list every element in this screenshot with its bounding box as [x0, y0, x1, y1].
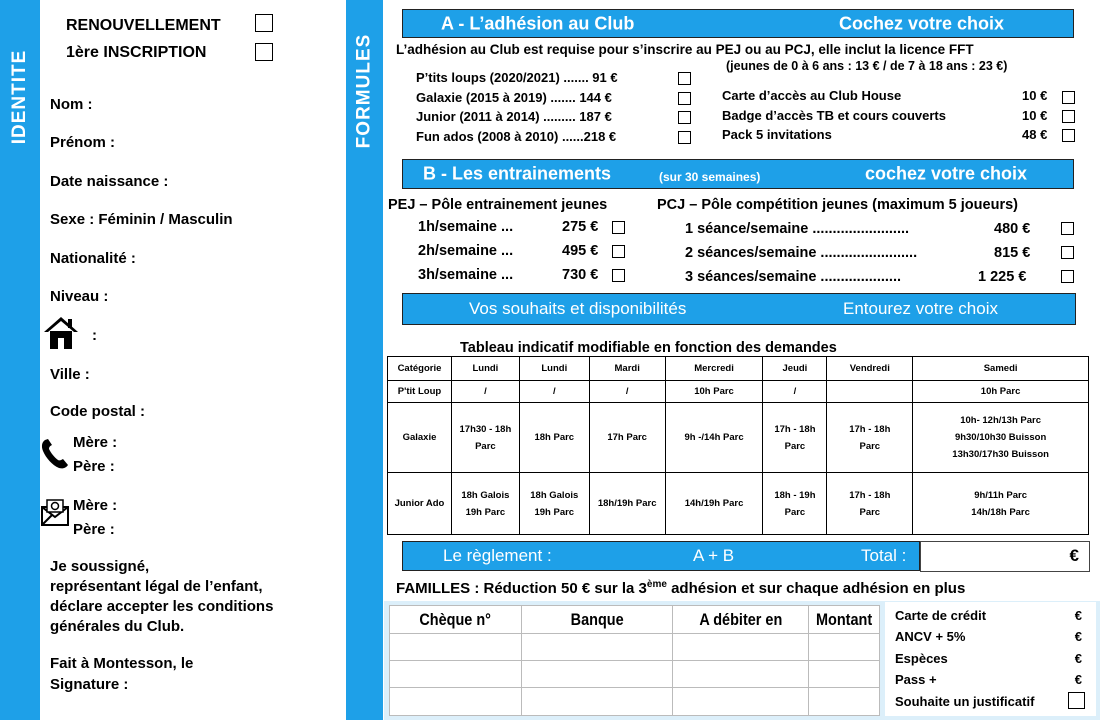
method-cash[interactable]: Espèces €: [895, 651, 1082, 666]
schedule-cell: Junior Ado: [388, 473, 452, 535]
schedule-cell: 18h Galois 19h Parc: [519, 473, 589, 535]
wishes-title: Vos souhaits et disponibilités: [469, 299, 687, 318]
schedule-header-cell: Mardi: [589, 357, 665, 381]
schedule-cell: /: [451, 381, 519, 403]
pcj-1-label: 1 séance/semaine ........................: [685, 221, 910, 237]
phone-icon: [40, 438, 70, 470]
schedule-header-cell: Mercredi: [665, 357, 763, 381]
schedule-header-cell: Lundi: [451, 357, 519, 381]
membership-ptits-loups-checkbox[interactable]: [678, 72, 691, 85]
schedule-cell: 18h - 19h Parc: [763, 473, 827, 535]
schedule-table: [387, 356, 1089, 535]
option-club-house-label: Carte d’accès au Club House: [722, 88, 902, 103]
cheque-col-number: Chèque n°: [390, 606, 522, 634]
declaration-line-1: Je soussigné,: [50, 558, 150, 575]
pcj-3-price: 1 225 €: [978, 269, 1027, 285]
pcj-2-price: 815 €: [994, 245, 1031, 261]
payment-label: Le règlement :: [443, 546, 552, 565]
schedule-cell: 18h Parc: [519, 403, 589, 473]
schedule-cell: 10h Parc: [665, 381, 763, 403]
mail-pere-label: Père :: [73, 521, 115, 538]
section-b-choice: cochez votre choix: [865, 163, 1028, 184]
schedule-header-row: [388, 357, 1089, 381]
formules-title: FORMULES: [353, 33, 375, 149]
renewal-checkbox[interactable]: [255, 14, 273, 32]
pcj-2-label: 2 séances/semaine ........................: [685, 245, 918, 261]
schedule-header-cell: Lundi: [519, 357, 589, 381]
option-invitations-label: Pack 5 invitations: [722, 127, 832, 142]
schedule-cell: P'tit Loup: [388, 381, 452, 403]
schedule-header-cell: Samedi: [913, 357, 1089, 381]
pcj-3-checkbox[interactable]: [1061, 270, 1074, 283]
section-b-subtitle: (sur 30 semaines): [659, 169, 761, 184]
schedule-header-cell: Jeudi: [763, 357, 827, 381]
declaration-line-4: générales du Club.: [50, 618, 185, 635]
cheque-table: [389, 605, 880, 716]
method-credit-card[interactable]: Carte de crédit €: [895, 608, 1082, 623]
formules-sidebar: [346, 0, 383, 720]
membership-fun-ados: Fun ados (2008 à 2010) ......218 €: [416, 129, 617, 144]
niveau-label: Niveau :: [50, 288, 109, 305]
identite-title: IDENTITE: [9, 49, 30, 145]
total-field[interactable]: [920, 541, 1090, 572]
home-icon: [43, 316, 79, 350]
adresse-label: :: [92, 327, 97, 344]
schedule-cell: 17h - 18h Parc: [827, 403, 913, 473]
date-naissance-label: Date naissance :: [50, 173, 169, 190]
receipt-checkbox[interactable]: [1068, 692, 1085, 709]
schedule-header-cell: Vendredi: [827, 357, 913, 381]
schedule-cell: Galaxie: [388, 403, 452, 473]
schedule-cell: /: [519, 381, 589, 403]
schedule-cell: 14h/19h Parc: [665, 473, 763, 535]
pej-1h-price: 275 €: [562, 219, 599, 235]
cheque-col-bank: Banque: [521, 606, 673, 634]
families-text: FAMILLES : Réduction 50 € sur la 3: [396, 580, 647, 597]
schedule-row-galaxie: [388, 403, 1089, 473]
option-badge-price: 10 €: [1022, 108, 1048, 123]
pcj-1-price: 480 €: [994, 221, 1031, 237]
declaration-line-3: déclare accepter les conditions: [50, 598, 274, 615]
receipt-request: Souhaite un justificatif: [895, 694, 1035, 709]
declaration-line-2: représentant légal de l’enfant,: [50, 578, 263, 595]
pej-2h-label: 2h/semaine ...: [418, 243, 514, 259]
mail-icon: [40, 497, 70, 527]
wishes-header: [402, 293, 1076, 325]
schedule-cell: 9h/11h Parc 14h/18h Parc: [913, 473, 1089, 535]
first-registration-checkbox[interactable]: [255, 43, 273, 61]
tel-pere-label: Père :: [73, 458, 115, 475]
schedule-cell: 17h Parc: [589, 403, 665, 473]
schedule-cell: 17h - 18h Parc: [763, 403, 827, 473]
option-club-house-checkbox[interactable]: [1062, 91, 1075, 104]
cheque-header-row: [390, 606, 880, 634]
method-pass-plus[interactable]: Pass + €: [895, 672, 1082, 687]
wishes-choice: Entourez votre choix: [843, 299, 998, 318]
section-a-intro: L’adhésion au Club est requise pour s’inscrire au PEJ ou au PCJ, elle inclut la licence FFT: [396, 42, 974, 57]
payment-formula: A + B: [693, 546, 735, 565]
pej-3h-checkbox[interactable]: [612, 269, 625, 282]
schedule-header-cell: Catégorie: [388, 357, 452, 381]
families-reduction: [396, 579, 965, 597]
first-registration-label: 1ère INSCRIPTION: [66, 44, 207, 61]
pej-1h-label: 1h/semaine ...: [418, 219, 514, 235]
option-badge-label: Badge d’accès TB et cours couverts: [722, 108, 946, 123]
pej-1h-checkbox[interactable]: [612, 221, 625, 234]
schedule-cell: /: [763, 381, 827, 403]
membership-junior-checkbox[interactable]: [678, 111, 691, 124]
payment-header: [402, 541, 920, 571]
signature-label: Signature :: [50, 676, 129, 693]
fait-a-label: Fait à Montesson, le: [50, 655, 194, 672]
nom-label: Nom :: [50, 96, 93, 113]
schedule-cell: 17h - 18h Parc: [827, 473, 913, 535]
cheque-row[interactable]: [390, 634, 880, 661]
prenom-label: Prénom :: [50, 134, 116, 151]
option-club-house-price: 10 €: [1022, 88, 1048, 103]
schedule-cell: [827, 381, 913, 403]
payment-methods-box: [885, 602, 1096, 716]
section-a-choice: Cochez votre choix: [839, 13, 1005, 33]
schedule-row-junior-ado: [388, 473, 1089, 535]
pej-2h-price: 495 €: [562, 243, 599, 259]
pcj-1-checkbox[interactable]: [1061, 222, 1074, 235]
identite-sidebar: [0, 0, 40, 720]
section-a-header: [402, 9, 1074, 38]
nationalite-label: Nationalité :: [50, 250, 136, 267]
code-postal-label: Code postal :: [50, 403, 146, 420]
sexe-label: Sexe : Féminin / Masculin: [50, 211, 233, 228]
license-note: (jeunes de 0 à 6 ans : 13 € / de 7 à 18 ans : 23 €): [726, 59, 1008, 73]
ville-label: Ville :: [50, 366, 90, 383]
method-ancv[interactable]: ANCV + 5% €: [895, 629, 1082, 644]
tel-mere-label: Mère :: [73, 434, 118, 451]
cheque-row[interactable]: [390, 661, 880, 688]
option-invitations-checkbox[interactable]: [1062, 129, 1075, 142]
pej-2h-checkbox[interactable]: [612, 245, 625, 258]
schedule-cell: 18h/19h Parc: [589, 473, 665, 535]
pej-3h-price: 730 €: [562, 267, 599, 283]
option-invitations-price: 48 €: [1022, 127, 1048, 142]
schedule-row-ptit-loup: [388, 381, 1089, 403]
schedule-cell: 18h Galois 19h Parc: [451, 473, 519, 535]
renewal-label: RENOUVELLEMENT: [66, 17, 221, 34]
membership-ptits-loups: P’tits loups (2020/2021) ....... 91 €: [416, 70, 618, 85]
pcj-2-checkbox[interactable]: [1061, 246, 1074, 259]
schedule-cell: 10h Parc: [913, 381, 1089, 403]
pcj-3-label: 3 séances/semaine ....................: [685, 269, 901, 285]
mail-mere-label: Mère :: [73, 497, 118, 514]
schedule-cell: 17h30 - 18h Parc: [451, 403, 519, 473]
schedule-title: Tableau indicatif modifiable en fonction des demandes: [460, 340, 837, 356]
section-b-title: B - Les entrainements: [423, 163, 612, 184]
schedule-cell: /: [589, 381, 665, 403]
schedule-cell: 9h -/14h Parc: [665, 403, 763, 473]
membership-galaxie: Galaxie (2015 à 2019) ....... 144 €: [416, 90, 612, 105]
payment-total-label: Total :: [861, 546, 907, 565]
schedule-cell: 10h- 12h/13h Parc 9h30/10h30 Buisson 13h30/17h30 Buisson: [913, 403, 1089, 473]
families-text-end: adhésion et sur chaque adhésion en plus: [666, 580, 966, 597]
cheque-row[interactable]: [390, 688, 880, 716]
option-badge-checkbox[interactable]: [1062, 110, 1075, 123]
cheque-col-debit: A débiter en: [673, 606, 809, 634]
membership-junior: Junior (2011 à 2014) ......... 187 €: [416, 109, 612, 124]
pcj-title: PCJ – Pôle compétition jeunes (maximum 5 joueurs): [657, 197, 1018, 213]
membership-fun-ados-checkbox[interactable]: [678, 131, 691, 144]
section-a-title: A - L’adhésion au Club: [441, 13, 635, 33]
families-sup: ème: [646, 579, 667, 590]
section-b-header: [402, 159, 1074, 189]
membership-galaxie-checkbox[interactable]: [678, 92, 691, 105]
cheque-col-amount: Montant: [809, 606, 880, 634]
pej-3h-label: 3h/semaine ...: [418, 267, 514, 283]
total-currency: €: [1069, 546, 1079, 565]
pej-title: PEJ – Pôle entrainement jeunes: [388, 197, 608, 213]
